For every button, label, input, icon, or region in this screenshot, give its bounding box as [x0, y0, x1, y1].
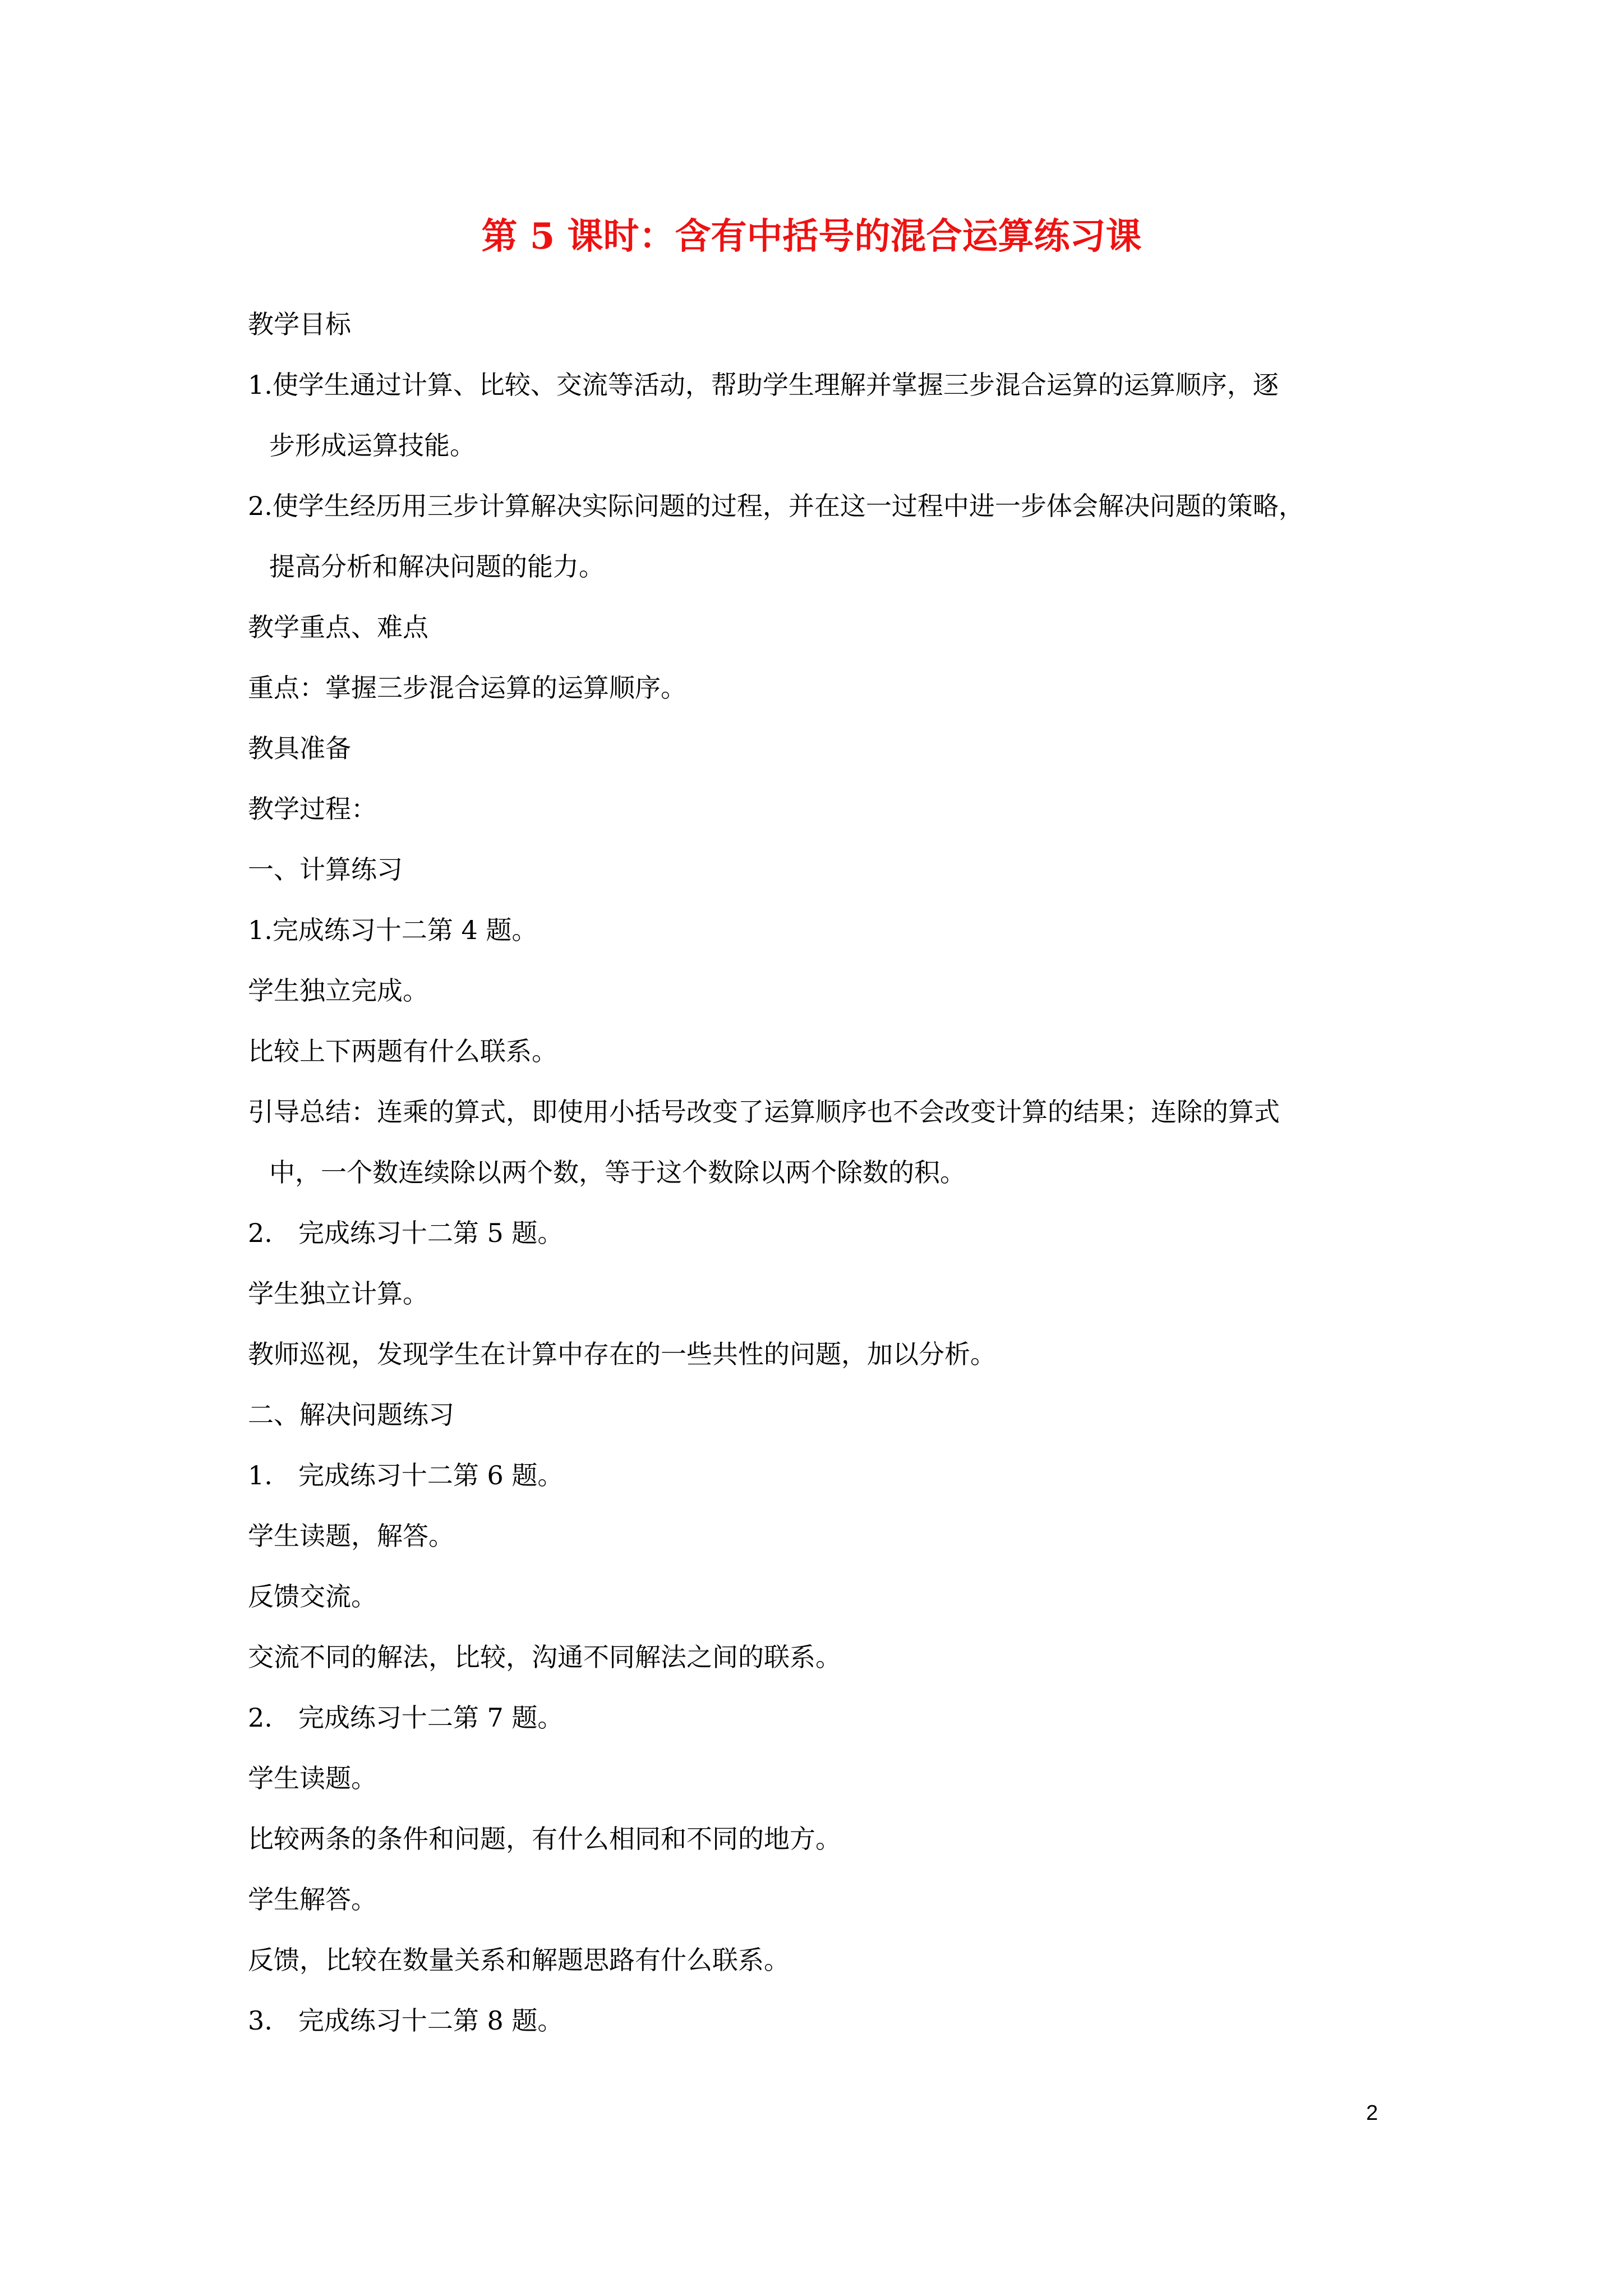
section-heading-objectives: 教学目标: [248, 309, 351, 339]
objective-2-line-1: 2.使学生经历用三步计算解决实际问题的过程，并在这一过程中进一步体会解决问题的策略，: [248, 491, 1304, 521]
paragraph-line: 学生读题，解答。: [248, 1521, 454, 1551]
paragraph-line: 学生独立计算。: [248, 1278, 428, 1309]
paragraph-line: 学生独立完成。: [248, 976, 428, 1006]
section-heading-process: 教学过程：: [248, 794, 377, 824]
exercise-item: 1.完成练习十二第 4 题。: [248, 915, 538, 945]
page-title: 第 5 课时：含有中括号的混合运算练习课: [481, 215, 1142, 257]
paragraph-line: 反馈交流。: [248, 1581, 377, 1612]
objective-2-line-2: 提高分析和解决问题的能力。: [269, 551, 605, 582]
exercise-item: 1. 完成练习十二第 6 题。: [248, 1460, 564, 1490]
section-heading-key-points: 教学重点、难点: [248, 612, 428, 642]
paragraph-line: 教师巡视，发现学生在计算中存在的一些共性的问题，加以分析。: [248, 1339, 996, 1369]
page-number: 2: [1366, 2101, 1378, 2125]
objective-1-line-1: 1.使学生通过计算、比较、交流等活动，帮助学生理解并掌握三步混合运算的运算顺序，逐: [248, 370, 1279, 400]
part-1-heading: 一、计算练习: [248, 854, 403, 885]
exercise-item: 2. 完成练习十二第 5 题。: [248, 1218, 564, 1248]
summary-line-1: 引导总结：连乘的算式，即使用小括号改变了运算顺序也不会改变计算的结果；连除的算式: [248, 1097, 1280, 1127]
key-point-text: 重点：掌握三步混合运算的运算顺序。: [248, 673, 686, 703]
paragraph-line: 学生读题。: [248, 1763, 377, 1793]
part-2-heading: 二、解决问题练习: [248, 1400, 454, 1430]
paragraph-line: 反馈，比较在数量关系和解题思路有什么联系。: [248, 1945, 790, 1975]
summary-line-2: 中，一个数连续除以两个数，等于这个数除以两个除数的积。: [269, 1157, 966, 1188]
paragraph-line: 交流不同的解法，比较，沟通不同解法之间的联系。: [248, 1642, 841, 1672]
exercise-item: 2. 完成练习十二第 7 题。: [248, 1703, 564, 1733]
exercise-item: 3. 完成练习十二第 8 题。: [248, 2005, 564, 2036]
paragraph-line: 比较上下两题有什么联系。: [248, 1036, 557, 1066]
paragraph-line: 比较两条的条件和问题，有什么相同和不同的地方。: [248, 1824, 841, 1854]
objective-1-line-2: 步形成运算技能。: [269, 430, 476, 461]
section-heading-materials: 教具准备: [248, 733, 351, 763]
document-body: [248, 307, 1392, 2064]
paragraph-line: 学生解答。: [248, 1884, 377, 1915]
